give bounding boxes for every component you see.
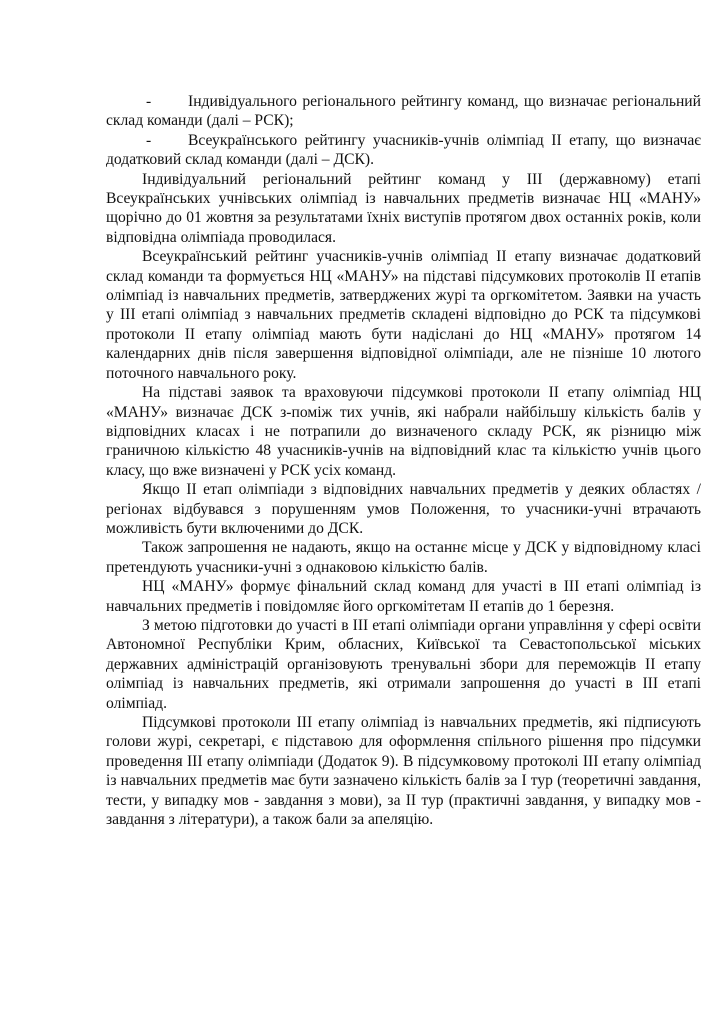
paragraph: Також запрошення не надають, якщо на останнє місце у ДСК у відповідному класі претендують учасники-учні з однаковою кількістю балів. — [106, 539, 701, 576]
paragraph: Всеукраїнський рейтинг учасників-учнів олімпіад ІІ етапу визначає додатковий склад команди та формується НЦ «МАНУ» на підставі підсумкових протоколів ІІ етапів олімпіад із навчальних предметів, затверджених журі та оргкомітетом. Заявки на участь у ІІІ етапі олімпіад з навчальних предметів складені відповідно до РСК та підсумкові протоколи ІІ етапу олімпіад мають бути надіслані до НЦ «МАНУ» протягом 14 календарних днів після завершення відповідної олімпіади, але не пізніше 10 лютого поточного навчального року. — [106, 248, 701, 382]
bullet-marker: - — [146, 93, 152, 110]
bullet-text: Індивідуального регіонального рейтингу команд, що визначає регіональний склад команди (далі – РСК); — [106, 93, 701, 130]
paragraph: Індивідуальний регіональний рейтинг команд у ІІІ (державному) етапі Всеукраїнських учнівських олімпіад із навчальних предметів визначає НЦ «МАНУ» щорічно до 01 жовтня за результатами їхніх виступів протягом двох останніх років, коли відповідна олімпіада проводилася. — [106, 170, 701, 246]
paragraph: НЦ «МАНУ» формує фінальний склад команд для участі в ІІІ етапі олімпіад із навчальних предметів і повідомляє його оргкомітетам ІІ етапів до 1 березня. — [106, 578, 701, 615]
bullet-item — [106, 131, 701, 170]
bullet-marker: - — [146, 131, 152, 149]
bullet-text: Всеукраїнського рейтингу учасників-учнів олімпіад ІІ етапу, що визначає додатковий склад команди (далі – ДСК). — [106, 131, 701, 169]
paragraph: На підставі заявок та враховуючи підсумкові протоколи ІІ етапу олімпіад НЦ «МАНУ» визначає ДСК з-поміж тих учнів, які набрали найбільшу кількість балів у відповідних класах і не потрапили до визначеного складу РСК, як різницю між граничною кількістю 48 учасників-учнів на відповідний клас та кількістю учнів цього класу, що вже визначені у РСК усіх команд. — [106, 384, 701, 479]
bullet-item — [106, 92, 701, 131]
paragraph: Підсумкові протоколи ІІІ етапу олімпіад із навчальних предметів, які підписують голови журі, секретарі, є підставою для оформлення спільного рішення про підсумки проведення ІІІ етапу олімпіади (Додаток 9). В підсумковому протоколі ІІІ етапу олімпіад із навчальних предметів має бути зазначено кількість балів за І тур (теоретичні завдання, тести, у випадку мов - завдання з мови), за ІІ тур (практичні завдання, у випадку мов - завдання з літератури), а також бали за апеляцію. — [106, 714, 701, 829]
paragraph: З метою підготовки до участі в ІІІ етапі олімпіади органи управління у сфері освіти Автономної Республіки Крим, обласних, Київської та Севастопольської міських державних адміністрацій організовують тренувальні збори для переможців ІІ етапу олімпіад із навчальних предметів, які отримали запрошення до участі в ІІІ етапі олімпіад. — [106, 616, 701, 712]
paragraph: Якщо ІІ етап олімпіади з відповідних навчальних предметів у деяких областях / регіонах відбувався з порушенням умов Положення, то учасники-учні втрачають можливість бути включеними до ДСК. — [106, 481, 701, 537]
